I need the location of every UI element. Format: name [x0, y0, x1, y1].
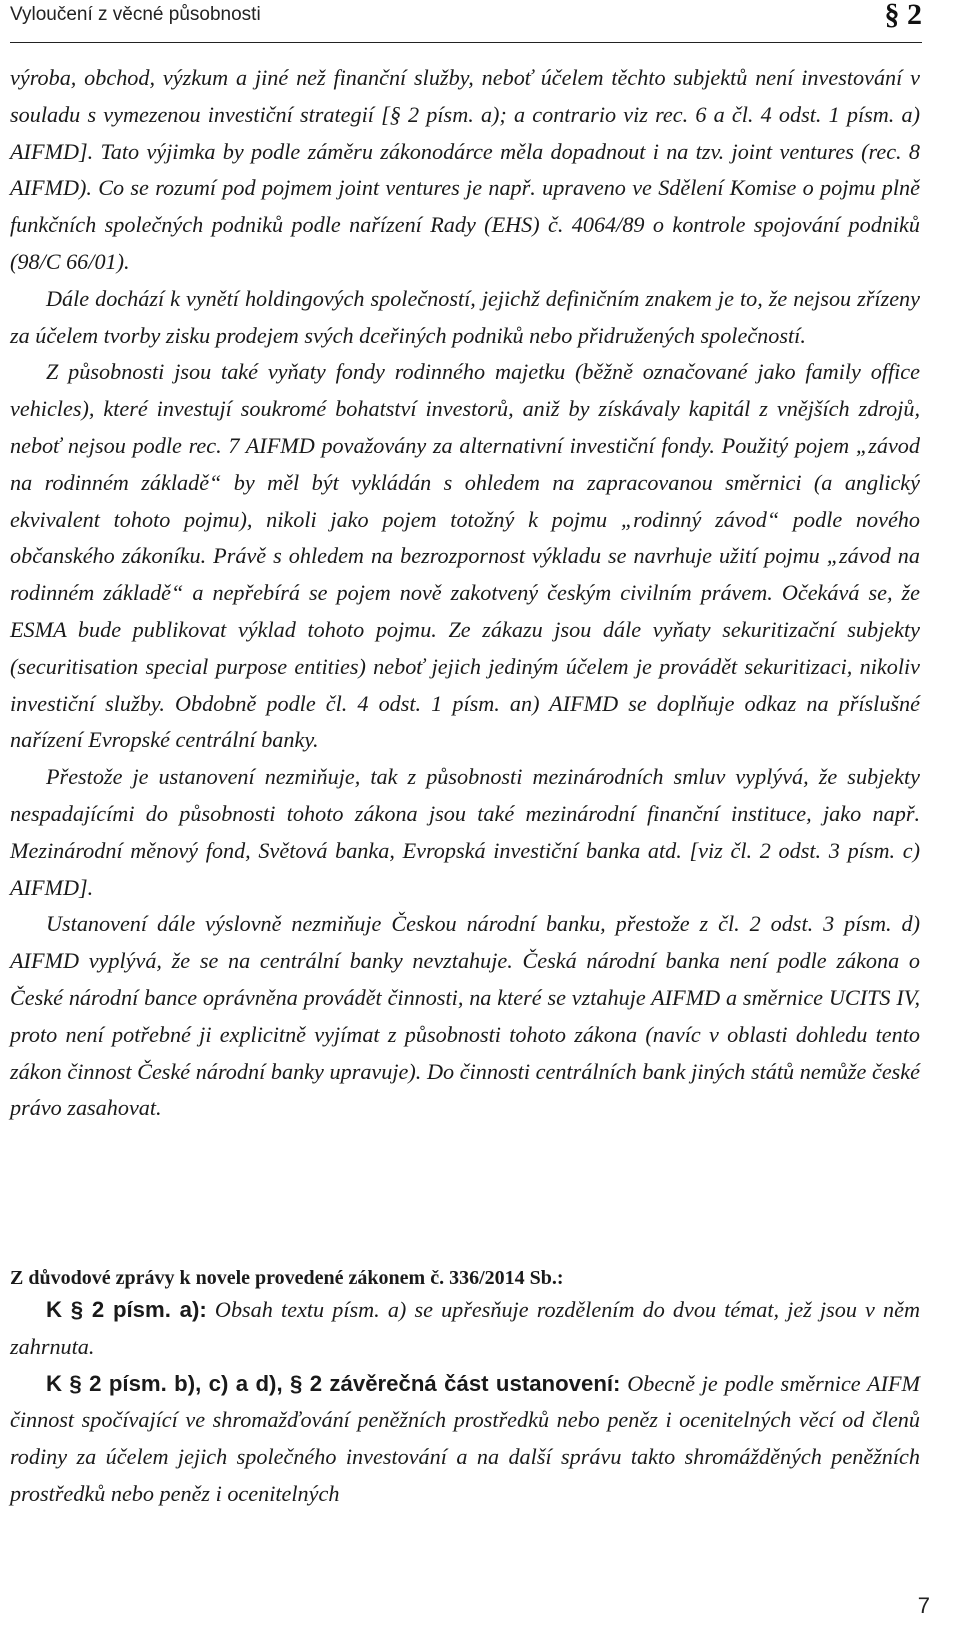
page-header [10, 0, 922, 43]
paragraph-2: Dále dochází k vynětí holdingových společností, jejichž definičním znakem je to, že nejsou zřízeny za účelem tvorby zisku prodejem svých dceřiných podniků nebo přidružených společností. [10, 285, 920, 348]
amendment-item-2-label: K § 2 písm. b), c) a d), § 2 závěrečná část ustanovení: [46, 1370, 621, 1396]
paragraph-3: Z působnosti jsou také vyňaty fondy rodinného majetku (běžně označované jako family office vehicles), které investují soukromé bohatství investorů, aniž by získávaly kapitál z vnějších zdrojů, neboť nejsou podle rec. 7 AIFMD považovány za alternativní investiční fondy. Použitý pojem „závod na rodinném základě“ by měl být vykládán s ohledem na zapracovanou směrnici (a anglický ekvivalent tohoto pojmu), nikoli jako pojem totožný k pojmu „rodinný závod“ podle nového občanského zákoníku. Právě s ohledem na bezrozpornost výkladu se navrhuje užití pojmu „závod na rodinném základě“ a nepřebírá se pojem nově zakotvený českým civilním právem. Očekává se, že ESMA bude publikovat výklad tohoto pojmu. Ze zákazu jsou dále vyňaty sekuritizační subjekty (securitisation special purpose entities) neboť jejich jediným účelem je provádět sekuritizaci, nikoliv investiční služby. Obdobně podle čl. 4 odst. 1 písm. an) AIFMD se doplňuje odkaz na příslušné nařízení Evropské centrální banky. [10, 359, 920, 753]
amendment-item-1 [10, 1292, 920, 1366]
page-number: 7 [917, 1593, 930, 1618]
paragraph-1: výroba, obchod, výzkum a jiné než finanční služby, neboť účelem těchto subjektů není investování v souladu s vymezenou investiční strategií [§ 2 písm. a); a contrario viz rec. 6 a čl. 4 odst. 1 písm. a) AIFMD]. Tato výjimka by podle záměru zákonodárce měla dopadnout i na tzv. joint ventures (rec. 8 AIFMD). Co se rozumí pod pojmem joint ventures je např. upraveno ve Sdělení Komise o pojmu plně funkčních společných podniků podle nařízení Rady (EHS) č. 4064/89 o kontrole spojování podniků (98/C 66/01). [10, 65, 920, 274]
running-title: Vyloučení z věcné působnosti [10, 4, 261, 25]
amendment-heading: Z důvodové zprávy k novele provedené zákonem č. 336/2014 Sb.: [10, 1267, 564, 1289]
commentary-body [10, 60, 920, 1127]
amendment-item-1-label: K § 2 písm. a): [46, 1297, 207, 1322]
paragraph-5: Ustanovení dále výslovně nezmiňuje Českou národní banku, přestože z čl. 2 odst. 3 písm. d) AIFMD vyplývá, že se na centrální banky nevztahuje. Česká národní banka není podle zákona o České národní bance oprávněna provádět činnosti, na které se vztahuje AIFMD a směrnice UCITS IV, proto není potřebné ji explicitně vyjímat z působnosti tohoto zákona (navíc v oblasti dohledu tento zákon činnost České národní banky upravuje). Do činnosti centrálních bank jiných států nemůže české právo zasahovat. [10, 911, 920, 1121]
section-marker: § 2 [884, 0, 922, 31]
amendment-item-2 [10, 1366, 920, 1513]
amendment-item-2-text: Obecně je podle směrnice AIFM činnost spočívající ve shromažďování peněžních prostředků nebo peněz i ocenitelných věcí od členů rodiny za účelem jejich společného investování a na další správu takto shromážděných peněžních prostředků nebo peněz i ocenitelných [10, 1370, 920, 1506]
paragraph-4: Přestože je ustanovení nezmiňuje, tak z působnosti mezinárodních smluv vyplývá, že subjekty nespadajícími do působnosti tohoto zákona jsou také mezinárodní finanční instituce, jako např. Mezinárodní měnový fond, Světová banka, Evropská investiční banka atd. [viz čl. 2 odst. 3 písm. c) AIFMD]. [10, 764, 920, 900]
amendment-body [10, 1292, 920, 1513]
amendment-item-1-text: Obsah textu písm. a) se upřesňuje rozdělením do dvou témat, jež jsou v něm zahrnuta. [10, 1297, 921, 1359]
